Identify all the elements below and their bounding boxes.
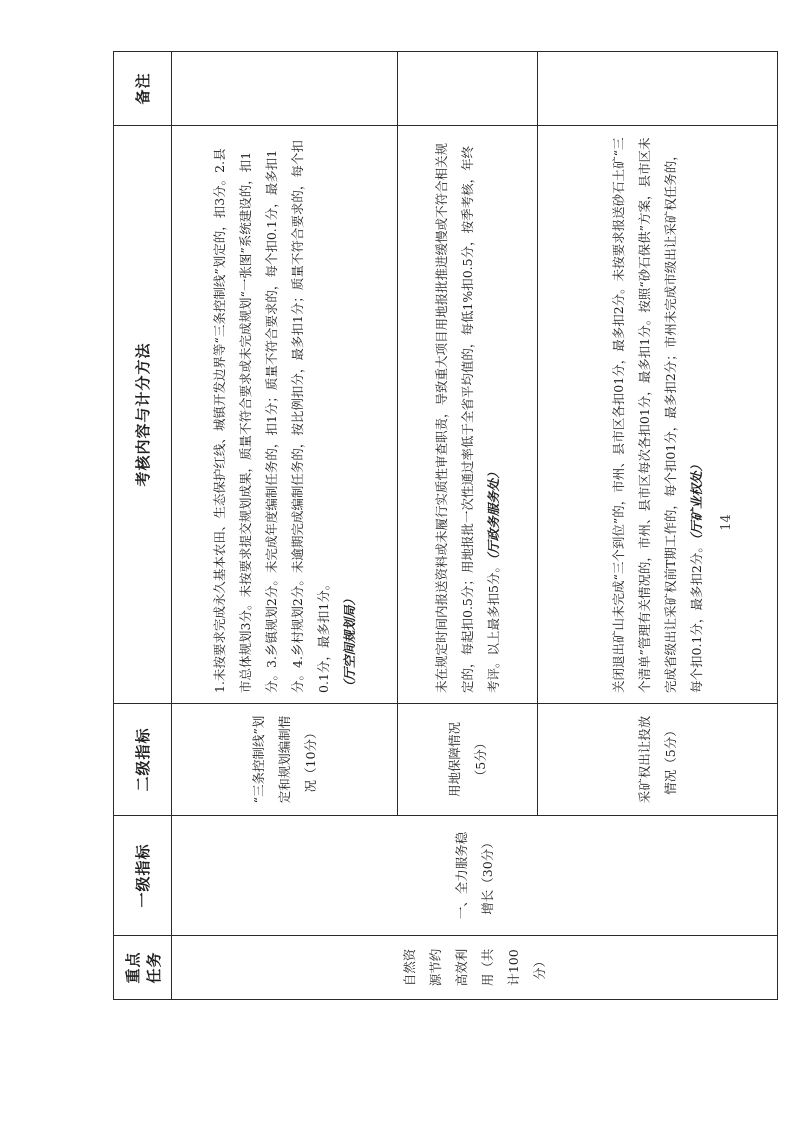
level2-cell-planning: “三条控制线”划定和规划编制情况（10分）	[172, 704, 398, 816]
level1-cell: 一、全力服务稳增长（30分）	[172, 816, 778, 936]
method-note: （厅政务服务处）	[485, 466, 501, 561]
key-task-cell: 自然资源节约高效利用（共计100分）	[172, 936, 778, 1000]
rotated-page	[113, 52, 777, 1000]
method-note: （厅矿业权处）	[688, 458, 704, 541]
method-text: 1.未按要求完成永久基本农田、生态保护红线、城镇开发边界等“三条控制线”划定的，扣3分。2.县市总体规划3分。未按要求提交规划成果，质量不符合要求或未完成规划“一张图”系统建设的，扣1分。3.乡镇规划2分。未完成年度编制任务的，扣1分；质量不符合要求的，每个扣0.1分，最多扣1分。4.乡村规划2分。未逾期完成编制任务的，按比例扣分，最多扣1分；质量不符合要求的，每个扣0.1分，最多扣1分。	[211, 140, 331, 693]
level2-cell-mining: 采矿权出让投放情况（5分）	[538, 704, 778, 816]
header-level1: 一级指标	[114, 816, 172, 936]
table-row	[172, 52, 398, 1000]
method-text: 未在规定时间内报送资料或未履行实质性审查职责，导致重大项目用地报批推进缓慢或不符合相关规定的，每起扣0.5分；用地报批一次性通过率低于全省平均值的，每低1%扣0.5分，按季考核，年终考评。以上最多扣5分。	[433, 142, 501, 693]
header-level2: 二级指标	[114, 704, 172, 816]
header-method: 考核内容与计分方法	[114, 126, 172, 704]
table-header-row	[114, 52, 172, 1000]
method-cell-mining	[538, 126, 778, 704]
method-cell-land	[398, 126, 538, 704]
remark-cell-land	[398, 52, 538, 126]
header-key-task: 重点任务	[114, 936, 172, 1000]
remark-cell-mining	[538, 52, 778, 126]
method-note: （厅空间规划局）	[341, 592, 357, 693]
remark-cell-planning	[172, 52, 398, 126]
method-cell-planning	[172, 126, 398, 704]
assessment-table	[113, 51, 778, 1000]
page-number: 14	[718, 514, 734, 531]
method-text: 关闭退出矿山未完成“三个到位”的，市州、县市区各扣01分，最多扣2分。未按要求报送砂石土矿“三个清单”管理有关情况的，市州、县市区每次各扣01分，最多扣1分。按照“砂石保供”方案，县市区未完成省级出让采矿权前T期工作的，每个扣01分，最多扣2分；市州未完成市级出让采矿权任务的，每个扣0.1分，最多扣2分。	[610, 137, 704, 693]
level2-cell-land: 用地保障情况（5分）	[398, 704, 538, 816]
header-remark: 备注	[114, 52, 172, 126]
